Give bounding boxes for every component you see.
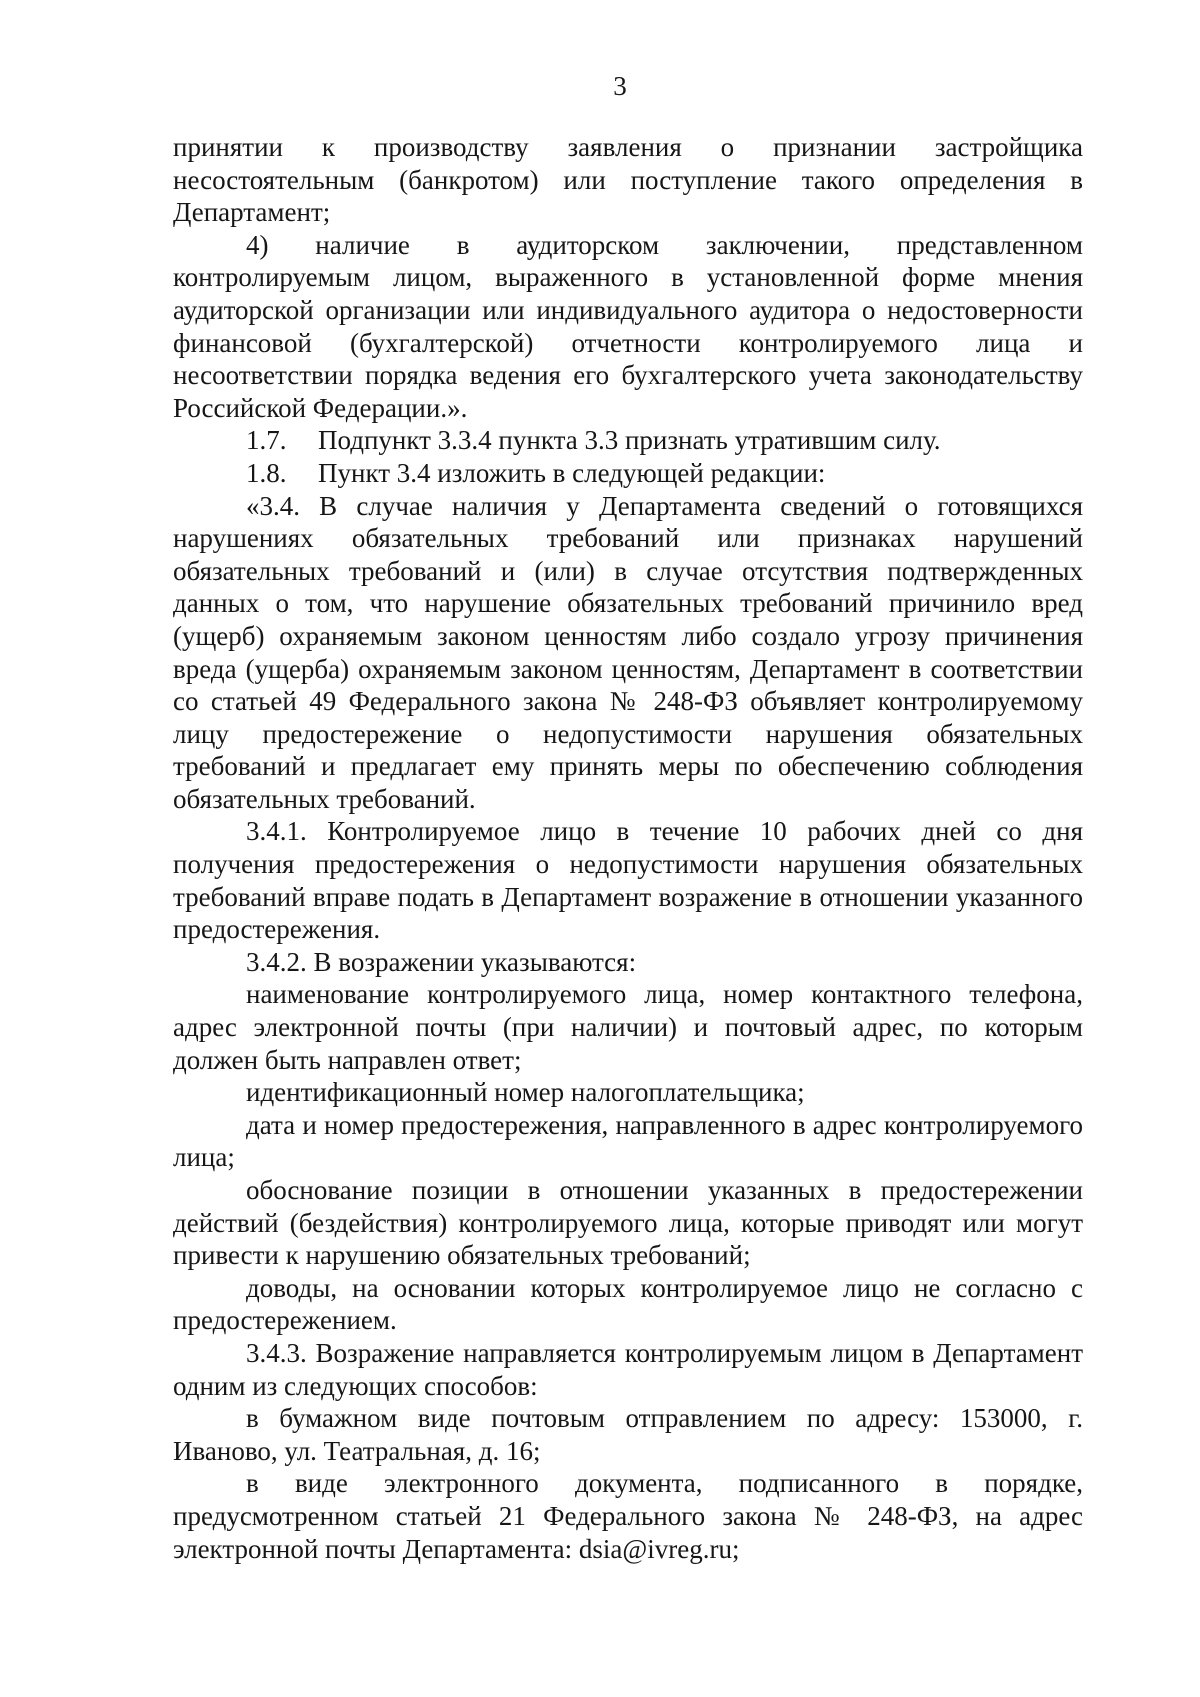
document-body — [173, 131, 1083, 1565]
paragraph-1-7-text: Подпункт 3.3.4 пункта 3.3 признать утратившим силу. — [318, 425, 941, 456]
paragraph-continuation: принятии к производству заявления о признании застройщика несостоятельным (банкротом) или поступление такого определения в Департамент; — [173, 132, 1083, 228]
paragraph-objection-date: дата и номер предостережения, направленного в адрес контролируемого лица; — [173, 1109, 1083, 1173]
paragraph-3-4-2: 3.4.2. В возражении указываются: — [246, 946, 637, 977]
paragraph-1-7 — [173, 424, 1083, 457]
paragraph-1-8-text: Пункт 3.4 изложить в следующей редакции: — [318, 457, 826, 488]
paragraph-objection-arguments: доводы, на основании которых контролируемое лицо не согласно с предостережением. — [173, 1272, 1083, 1336]
paragraph-objection-name: наименование контролируемого лица, номер контактного телефона, адрес электронной почты (при наличии) и почтовый адрес, по которым должен быть направлен ответ; — [173, 979, 1083, 1075]
paragraph-objection-justification: обоснование позиции в отношении указанных в предостережении действий (бездействия) контролируемого лица, которые приводят или могут привести к нарушению обязательных требований; — [173, 1175, 1083, 1271]
page-number: 3 — [613, 71, 627, 101]
paragraph-electronic-method: в виде электронного документа, подписанного в порядке, предусмотренном статьей 21 Федерального закона № 248-ФЗ, на адрес электронной почты Департамента: dsia@ivreg.ru; — [173, 1468, 1083, 1564]
paragraph-3-4: «3.4. В случае наличия у Департамента сведений о готовящихся нарушениях обязательных требований или признаках нарушений обязательных требований и (или) в случае отсутствия подтвержденных данных о том, что нарушение обязательных требований причинило вред (ущерб) охраняемым законом ценностям либо создало угрозу причинения вреда (ущерба) охраняемым законом ценностям, Департамент в соответствии со статьей 49 Федерального закона № 248-ФЗ объявляет контролируемому лицу предостережение о недопустимости нарушения обязательных требований и предлагает ему принять меры по обеспечению соблюдения обязательных требований. — [173, 490, 1083, 814]
paragraph-1-8 — [173, 457, 1083, 490]
paragraph-3-4-1: 3.4.1. Контролируемое лицо в течение 10 рабочих дней со дня получения предостережения о недопустимости нарушения обязательных требований вправе подать в Департамент возражение в отношении указанного предостережения. — [173, 816, 1083, 945]
paragraph-objection-inn: идентификационный номер налогоплательщика; — [246, 1077, 805, 1108]
paragraph-3-4-3: 3.4.3. Возражение направляется контролируемым лицом в Департамент одним из следующих способов: — [173, 1337, 1083, 1401]
paragraph-item-4: 4) наличие в аудиторском заключении, представленном контролируемым лицом, выраженного в установленной форме мнения аудиторской организации или индивидуального аудитора о недостоверности финансовой (бухгалтерской) отчетности контролируемого лица и несоответствии порядка ведения его бухгалтерского учета законодательству Российской Федерации.». — [173, 229, 1083, 423]
paragraph-paper-method: в бумажном виде почтовым отправлением по адресу: 153000, г. Иваново, ул. Театральная, д. 16; — [173, 1403, 1083, 1466]
item-number-1-7: 1.7. — [246, 425, 287, 456]
item-number-1-8: 1.8. — [246, 457, 287, 488]
